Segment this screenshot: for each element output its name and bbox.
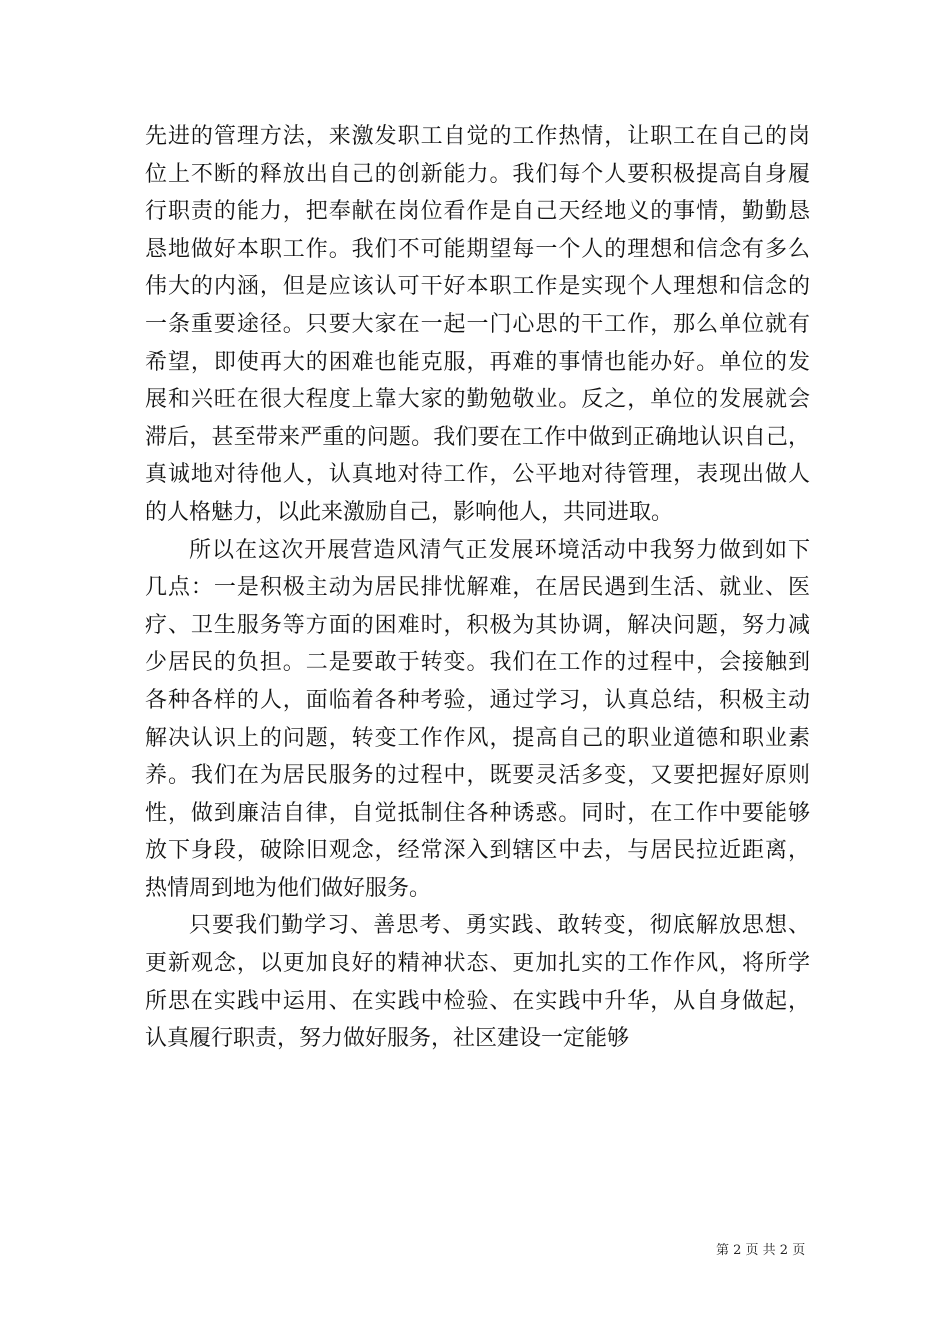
- text-line: 更新观念，以更加良好的精神状态、更加扎实的工作作风，将所学: [145, 951, 810, 977]
- text-line: 恳地做好本职工作。我们不可能期望每一个人的理想和信念有多么: [145, 236, 810, 262]
- text-line: 真诚地对待他人，认真地对待工作，公平地对待管理，表现出做人: [145, 462, 810, 488]
- page-number-footer: 第 2 页 共 2 页: [716, 1243, 806, 1258]
- text-line: 各种各样的人，面临着各种考验，通过学习，认真总结，积极主动: [145, 687, 810, 713]
- document-body: [145, 118, 810, 1058]
- text-line: 伟大的内涵，但是应该认可干好本职工作是实现个人理想和信念的: [145, 274, 810, 300]
- text-line: 解决认识上的问题，转变工作作风，提高自己的职业道德和职业素: [145, 725, 810, 751]
- text-line: 滞后，甚至带来严重的问题。我们要在工作中做到正确地认识自己，: [145, 424, 810, 450]
- text-line: 放下身段，破除旧观念，经常深入到辖区中去，与居民拉近距离，: [145, 838, 810, 864]
- text-line: 性，做到廉洁自律，自觉抵制住各种诱惑。同时，在工作中要能够: [145, 800, 810, 826]
- text-line: 所思在实践中运用、在实践中检验、在实践中升华，从自身做起，: [145, 988, 810, 1014]
- text-line: 只要我们勤学习、善思考、勇实践、敢转变，彻底解放思想、: [189, 913, 810, 939]
- text-line: 少居民的负担。二是要敢于转变。我们在工作的过程中，会接触到: [145, 650, 810, 676]
- text-line: 行职责的能力，把奉献在岗位看作是自己天经地义的事情，勤勤恳: [145, 199, 810, 225]
- text-line: 的人格魅力，以此来激励自己，影响他人，共同进取。: [145, 499, 674, 525]
- text-line: 热情周到地为他们做好服务。: [145, 875, 432, 901]
- text-line: 认真履行职责，努力做好服务，社区建设一定能够: [145, 1026, 630, 1052]
- text-line: 先进的管理方法，来激发职工自觉的工作热情，让职工在自己的岗: [145, 124, 810, 149]
- text-line: 几点：一是积极主动为居民排忧解难，在居民遇到生活、就业、医: [145, 575, 810, 601]
- paragraph-2: [145, 532, 810, 908]
- text-line: 养。我们在为居民服务的过程中，既要灵活多变，又要把握好原则: [145, 763, 810, 789]
- paragraph-3: [145, 907, 810, 1057]
- paragraph-1: [145, 118, 810, 532]
- text-line: 位上不断的释放出自己的创新能力。我们每个人要积极提高自身履: [145, 161, 810, 187]
- text-line: 希望，即使再大的困难也能克服，再难的事情也能办好。单位的发: [145, 349, 810, 375]
- text-line: 一条重要途径。只要大家在一起一门心思的干工作，那么单位就有: [145, 311, 810, 337]
- text-line: 展和兴旺在很大程度上靠大家的勤勉敬业。反之，单位的发展就会: [145, 387, 810, 413]
- text-line: 疗、卫生服务等方面的困难时，积极为其协调，解决问题，努力减: [145, 612, 810, 638]
- text-line: 所以在这次开展营造风清气正发展环境活动中我努力做到如下: [189, 537, 810, 563]
